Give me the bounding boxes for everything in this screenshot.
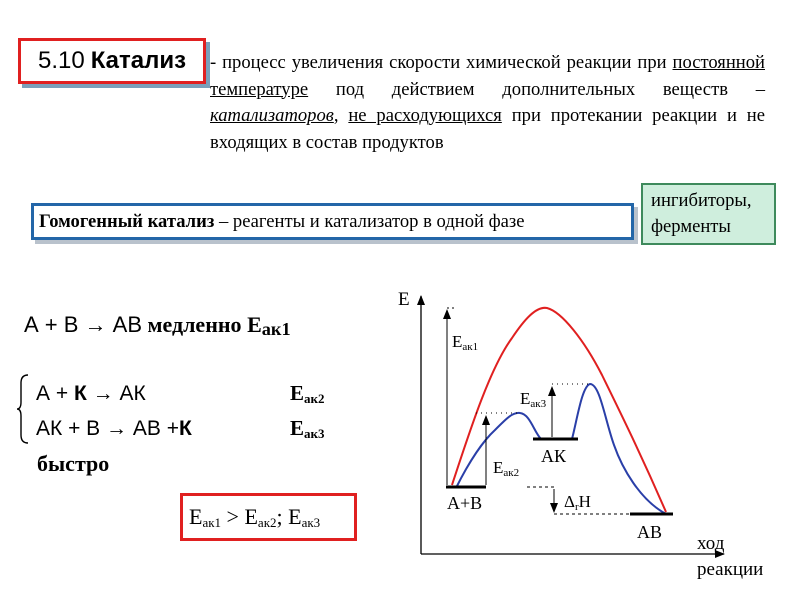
cmp-s1: ак1	[202, 515, 222, 530]
step-1-energy-subscript: ак2	[304, 391, 325, 406]
cmp-separator: ;	[276, 504, 289, 529]
definition-underlined-temperature: постоянной температуре	[210, 52, 765, 100]
slow-energy-letter: Е	[247, 312, 262, 337]
step-1-right: → АК	[86, 382, 146, 405]
step-1-left: А +	[36, 382, 74, 405]
dh-label	[564, 492, 591, 513]
step-2-energy-letter: Е	[290, 416, 305, 440]
cmp-e3: Е	[288, 504, 302, 529]
step-2-catalyst: К	[178, 417, 192, 440]
cmp-greater-than: >	[221, 504, 245, 529]
x-axis-label-line-2: реакции	[697, 559, 764, 580]
definition-underlined-catalysts: катализаторов	[210, 105, 334, 126]
cmp-e1: Е	[189, 504, 203, 529]
ea2-letter: Е	[493, 458, 504, 477]
ea2-subscript: ак2	[503, 467, 520, 479]
reactants-level-label: А+В	[447, 493, 483, 513]
dh-delta: Δ	[564, 492, 575, 511]
section-number: 5.10	[37, 47, 85, 74]
ea1-label	[452, 332, 478, 353]
dh-h: Н	[578, 492, 591, 511]
ea3-label	[520, 389, 547, 410]
section-title: Катализ	[90, 47, 187, 74]
step-1-energy-letter: Е	[290, 381, 305, 405]
definition-part-1: - процесс увеличения скорости химической реакции при	[210, 52, 673, 73]
uncatalyzed-curve	[452, 308, 666, 512]
step-2-left: АК + В → АВ +	[36, 417, 179, 440]
step-1-catalyst: К	[73, 382, 87, 405]
fast-word: быстро	[37, 451, 110, 476]
ea1-subscript: ак1	[462, 341, 479, 353]
cmp-s2: ак2	[257, 515, 277, 530]
slow-reaction-equation: А + В → АВ	[24, 312, 142, 337]
cmp-s3: ак3	[301, 515, 321, 530]
cmp-e2: Е	[244, 504, 258, 529]
definition-part-4: при протекании реакции и не входящих в состав продуктов	[210, 105, 765, 153]
homogeneous-term: Гомогенный катализ	[39, 211, 215, 232]
products-level-label: АВ	[637, 522, 663, 542]
ak-level-label: АК	[541, 446, 567, 466]
x-axis-label-line-1: ход	[697, 533, 725, 554]
definition-underlined-not-consumed: не расходующихся	[348, 105, 502, 126]
y-axis-label: Е	[398, 289, 410, 310]
definition-part-3: ,	[333, 105, 349, 126]
step-2-energy-subscript: ак3	[304, 426, 325, 441]
slow-energy-subscript: ак1	[261, 319, 291, 339]
ea3-subscript: ак3	[530, 398, 547, 410]
inhibitors-line-1: ингибиторы,	[651, 190, 752, 211]
definition-part-2: под действием дополнительных веществ –	[308, 78, 765, 100]
slow-word: медленно	[147, 312, 242, 337]
homogeneous-definition: – реагенты и катализатор в одной фазе	[214, 211, 525, 232]
dh-subscript: r	[574, 501, 579, 513]
inhibitors-line-2: ферменты	[651, 216, 731, 237]
ea2-label	[493, 458, 519, 479]
ea1-letter: Е	[452, 332, 463, 351]
ea3-letter: Е	[520, 389, 531, 408]
